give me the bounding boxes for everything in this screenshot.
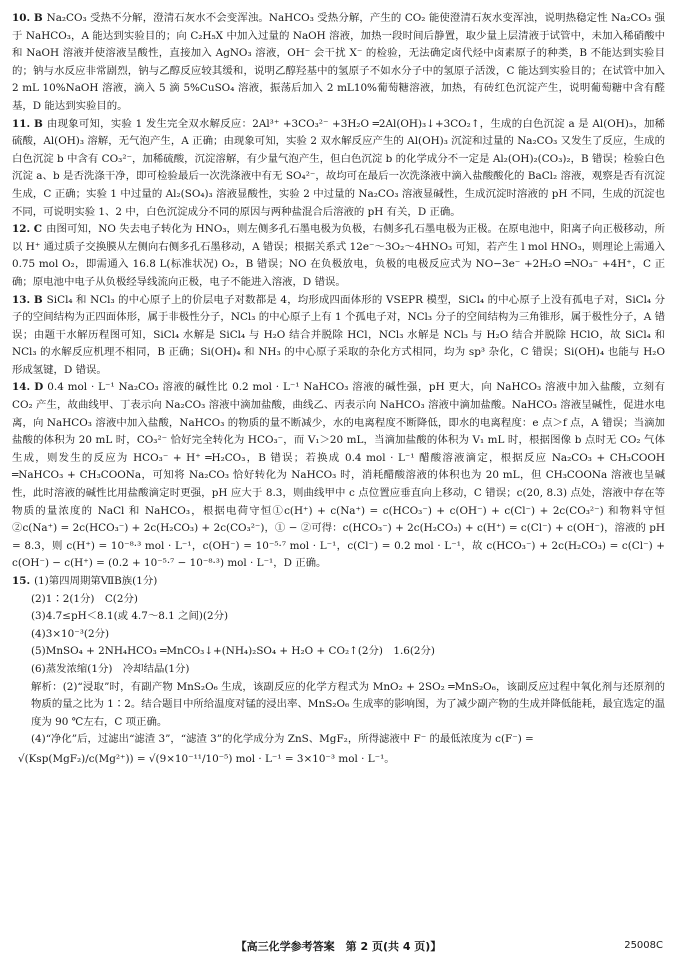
- answer-q10: [12, 10, 665, 116]
- answer-line: (6)蒸发浓缩(1分) 冷却结晶(1分): [31, 662, 190, 675]
- answer-q15-title: [12, 573, 665, 591]
- answer-line: (5)MnSO₄ + 2NH₄HCO₃ ═MnCO₃↓+(NH₄)₂SO₄ + H₂O + CO₂↑(2分) 1.6(2分): [31, 645, 435, 658]
- answer-text: Na₂CO₃ 受热不分解，澄清石灰水不会变浑浊。NaHCO₃ 受热分解，产生的 CO₂ 能使澄清石灰水变浑浊，说明热稳定性 Na₂CO₃ 强于 NaHCO₃，A 能达到实验目的；向 C₂H₅X 中加入过量的 NaOH 溶液，加热一段时间后静置，取少量上层清液于试管中，未加入稀硝酸中和 NaOH 溶液并使溶液呈酸性，直接加入 AgNO₃ 溶液，OH⁻ 会干扰 X⁻ 的检验，无法确定卤代烃中卤素原子的种类，B 不能达到实验目的；钠与水反应非常剧烈，钠与乙醇反应较其缓和，说明乙醇羟基中的氢原子不如水分子中的氢原子活泼，C 能达到实验目的；在试管中加入 2 mL 10%NaOH 溶液，滴入 5 滴 5%CuSO₄ 溶液，振荡后加入 2 mL10%葡萄糖溶液，加热，有砖红色沉淀产生，说明葡萄糖中含有醛基，D 能达到实验目的。: [12, 12, 665, 112]
- question-number: 15.: [12, 575, 31, 587]
- question-number: 12. C: [12, 223, 43, 236]
- answer-q13: [12, 292, 665, 380]
- formula-line: [12, 751, 665, 769]
- answer-line: (3)4.7≤pH＜8.1(或 4.7～8.1 之间)(2分): [31, 610, 229, 623]
- question-number: 13. B: [12, 293, 43, 306]
- question-number: 14. D: [12, 381, 44, 394]
- answer-line: (4)3×10⁻³(2分): [31, 627, 110, 640]
- answer-text: SiCl₄ 和 NCl₃ 的中心原子上的价层电子对数都是 4，均形成四面体形的 VSEPR 模型，SiCl₄ 的中心原子上没有孤电子对，SiCl₄ 分子的空间结构为正四面体形，属于非极性分子，NCl₃ 的中心原子上有 1 个孤电子对，NCl₃ 分子的空间结构为三角锥形，属于极性分子，A 错误；由题干水解历程图可知，SiCl₄ 水解是 SiCl₄ 与 H₂O 结合并脱除 HCl，NCl₃ 水解是 NCl₃ 与 H₂O 结合并脱除 HClO，故 SiCl₄ 和 NCl₃ 的水解反应机理不相同，B 正确；Si(OH)₄ 和 NH₃ 的中心原子采取的杂化方式相同，均为 sp³ 杂化，C 错误；Si(OH)₄ 也能与 H₂O 形成氢键，D 错误。: [12, 293, 665, 376]
- question-number: 10. B: [12, 12, 43, 24]
- analysis-text: 解析：(2)“浸取”时，有副产物 MnS₂O₆ 生成，该副反应的化学方程式为 MnO₂ + 2SO₂ ═MnS₂O₆，该副反应过程中氧化剂与还原剂的物质的量之比为 1∶2。结合题目中所给温度对锰的浸出率、MnS₂O₆ 生成率的影响图，为了减少副产物的生成并降低能耗，最宜选定的温度为 90 ℃左右，C 项正确。: [31, 680, 665, 728]
- answer-line: (1)第四周期第ⅦB族(1分): [34, 575, 158, 587]
- answer-text: 由现象可知，实验 1 发生完全双水解反应：2Al³⁺ +3CO₃²⁻ +3H₂O ═2Al(OH)₃↓+3CO₂↑，生成的白色沉淀 a 是 Al(OH)₃，加稀硫酸，Al(OH)₃ 溶解，无气泡产生，A 正确；由现象可知，实验 2 双水解反应产生的 Al(OH)₃ 沉淀和过量的 Na₂CO₃ 又发生了反应，生成的白色沉淀 b 中含有 CO₃²⁻，加稀硫酸，沉淀溶解，有少量气泡产生，但白色沉淀 b 的化学成分不一定是 Al₂(OH)₂(CO₃)₂，B 错误；检验白色沉淀 a、b 是否洗涤干净，即可检验最后一次洗涤液中有无 SO₄²⁻，故均可在最后一次洗涤液中滴入盐酸酸化的 BaCl₂ 溶液，观察是否有沉淀生成，C 正确；实验 1 中过量的 Al₂(SO₄)₃ 溶液显酸性，实验 2 中过量的 Na₂CO₃ 溶液显碱性，生成沉淀时溶液的 pH 不同，生成的沉淀也不同，可说明实验 1、2 中，白色沉淀成分不同的原因与两种盐混合后溶液的 pH 有关，D 正确。: [12, 117, 665, 218]
- answer-q14: [12, 379, 665, 573]
- answer-q12: [12, 221, 665, 291]
- doc-code: 25008C: [624, 940, 663, 951]
- answer-text: 0.4 mol · L⁻¹ Na₂CO₃ 溶液的碱性比 0.2 mol · L⁻¹ NaHCO₃ 溶液的碱性强，pH 更大，向 NaHCO₃ 溶液中加入盐酸，立刻有 CO₂ 产生，故曲线甲、丁表示向 Na₂CO₃ 溶液中滴加盐酸，曲线乙、丙表示向 NaHCO₃ 溶液中滴加盐酸。NaHCO₃ 溶液呈碱性，促进水电离，向 NaHCO₃ 溶液中加入盐酸，NaHCO₃ 的物质的量不断减少，水的电离程度不断降低，即水的电离程度：e 点＞f 点，A 错误；当滴加盐酸的体积为 20 mL 时，CO₃²⁻ 恰好完全转化为 HCO₃⁻，而 V₁＞20 mL，当滴加盐酸的体积为 V₁ mL 时，根据图像 b 点时无 CO₂ 气体生成，则发生的反应为 HCO₃⁻ + H⁺ ═H₂CO₃，B 错误；若换成 0.4 mol · L⁻¹ 醋酸溶液滴定，根据反应 Na₂CO₃ + CH₃COOH ═NaHCO₃ + CH₃COONa，可知将 Na₂CO₃ 恰好转化为 NaHCO₃ 时，消耗醋酸溶液的体积也为 20 mL，但 CH₃COONa 溶液也呈碱性，此时溶液的碱性比用盐酸滴定时更强，pH 应大于 8.3，则曲线甲中 c 点位置应垂直向上移动，C 错误；c(20, 8.3) 点处，溶液中存在等物质的量浓度的 NaCl 和 NaHCO₃，根据电荷守恒①c(H⁺) + c(Na⁺) = c(HCO₃⁻) + c(OH⁻) + c(Cl⁻) + 2c(CO₃²⁻) 和物料守恒②c(Na⁺) = 2c(HCO₃⁻) + 2c(H₂CO₃) + 2c(CO₃²⁻)，① − ②可得：c(HCO₃⁻) + 2c(H₂CO₃) + c(H⁺) = c(Cl⁻) + c(OH⁻)，溶液的 pH = 8.3，则 c(H⁺) = 10⁻⁸·³ mol · L⁻¹，c(OH⁻) = 10⁻⁵·⁷ mol · L⁻¹，c(Cl⁻) = 0.2 mol · L⁻¹，故 c(HCO₃⁻) + 2c(H₂CO₃) = c(Cl⁻) + c(OH⁻) − c(H⁺) = (0.2 + 10⁻⁵·⁷ − 10⁻⁸·³) mol · L⁻¹，D 正确。: [12, 381, 665, 570]
- analysis-text: (4)“净化”后，过滤出“滤渣 3”，“滤渣 3”的化学成分为 ZnS、MgF₂，所得滤液中 F⁻ 的最低浓度为 c(F⁻) =: [31, 733, 534, 746]
- answer-line: (2)1∶2(1分) C(2分): [31, 592, 138, 605]
- question-number: 11. B: [12, 117, 43, 130]
- answer-q11: [12, 116, 665, 222]
- sqrt-formula: √(Ksp(MgF₂)/c(Mg²⁺)) = √(9×10⁻¹¹/10⁻⁵) mol · L⁻¹ = 3×10⁻³ mol · L⁻¹。: [18, 752, 395, 765]
- answer-page: [12, 10, 665, 925]
- answer-text: 由图可知，NO 失去电子转化为 HNO₃，则左侧多孔石墨电极为负极，右侧多孔石墨电极为正极。在原电池中，阳离子向正极移动，所以 H⁺ 通过质子交换膜从左侧向右侧多孔石墨移动，A 错误；根据关系式 12e⁻～3O₂～4HNO₃ 可知，若产生 l mol HNO₃，则理论上需通入 0.75 mol O₂，即需通入 16.8 L(标准状况) O₂，B 错误；NO 在负极放电，负极的电极反应式为 NO−3e⁻ +2H₂O ═NO₃⁻ +4H⁺，C 正确；原电池中电子从负极经导线流向正极，电子不能进入溶液，D 错误。: [12, 223, 665, 288]
- page-footer: 【高三化学参考答案 第 2 页(共 4 页)】: [235, 940, 442, 953]
